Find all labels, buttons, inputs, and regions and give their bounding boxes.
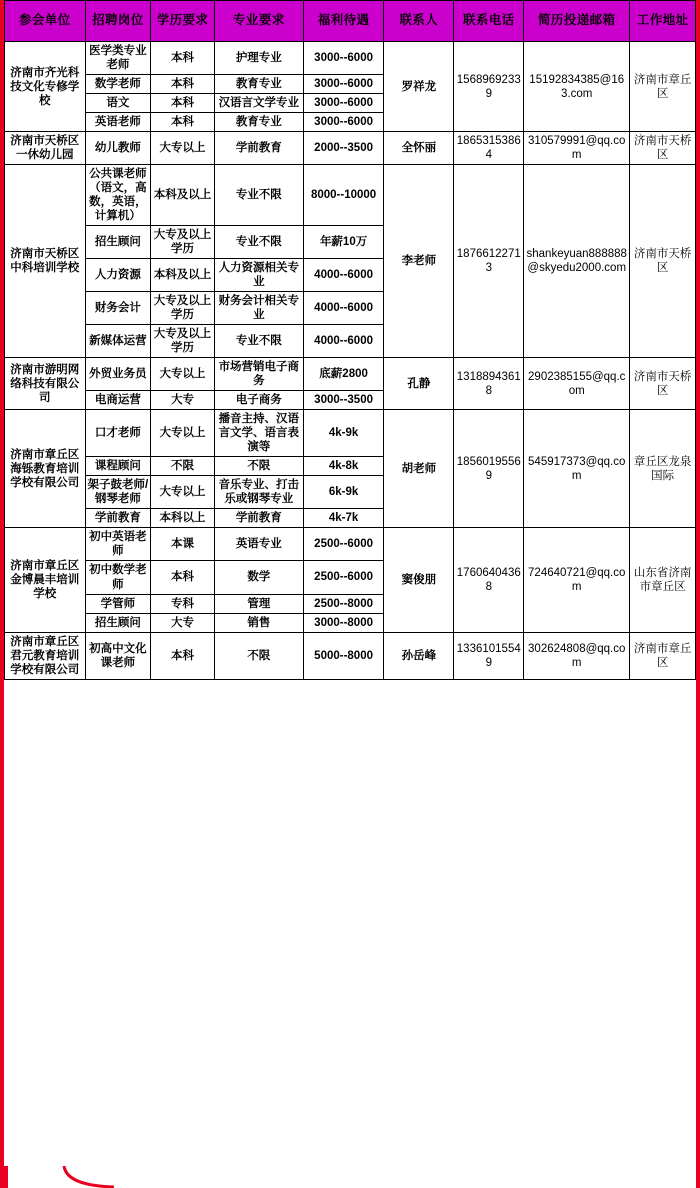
cell-education: 本科 [151, 113, 215, 132]
cell-position: 数学老师 [85, 75, 151, 94]
cell-education: 大专以上 [151, 476, 215, 509]
cell-position: 新媒体运营 [85, 325, 151, 358]
cell-salary: 4k-9k [303, 410, 384, 457]
cell-education: 本科及以上 [151, 165, 215, 226]
cell-position: 初中英语老师 [85, 528, 151, 561]
cell-position: 招生顾问 [85, 613, 151, 632]
cell-education: 不限 [151, 457, 215, 476]
cell-email: 724640721@qq.com [524, 528, 630, 632]
cell-address: 济南市章丘区 [630, 632, 696, 679]
cell-contact: 李老师 [384, 165, 454, 358]
cell-education: 本科 [151, 632, 215, 679]
cell-position: 幼儿教师 [85, 132, 151, 165]
cell-salary: 2500--6000 [303, 528, 384, 561]
cell-major: 专业不限 [214, 165, 303, 226]
cell-position: 电商运营 [85, 391, 151, 410]
cell-salary: 3000--6000 [303, 94, 384, 113]
cell-address: 山东省济南市章丘区 [630, 528, 696, 632]
cell-position: 外贸业务员 [85, 358, 151, 391]
cell-salary: 年薪10万 [303, 226, 384, 259]
cell-major: 播音主持、汉语言文学、语言表演等 [214, 410, 303, 457]
cell-position: 人力资源 [85, 259, 151, 292]
cell-email: 545917373@qq.com [524, 410, 630, 528]
cell-major: 销售 [214, 613, 303, 632]
cell-email: 15192834385@163.com [524, 42, 630, 132]
cell-major: 市场营销电子商务 [214, 358, 303, 391]
cell-major: 数学 [214, 561, 303, 594]
cell-contact: 罗祥龙 [384, 42, 454, 132]
cell-salary: 8000--10000 [303, 165, 384, 226]
cell-position: 课程顾问 [85, 457, 151, 476]
table-header-row [5, 1, 696, 42]
cell-phone: 18560195569 [454, 410, 524, 528]
column-header-major: 专业要求 [214, 1, 303, 42]
cell-major: 不限 [214, 457, 303, 476]
cell-major: 财务会计相关专业 [214, 292, 303, 325]
table-row [5, 358, 696, 391]
cell-education: 专科 [151, 594, 215, 613]
cell-company: 济南市天桥区中科培训学校 [5, 165, 86, 358]
cell-contact: 孙岳峰 [384, 632, 454, 679]
cell-salary: 2500--6000 [303, 561, 384, 594]
table-header [5, 1, 696, 42]
cell-position: 财务会计 [85, 292, 151, 325]
cell-address: 济南市天桥区 [630, 132, 696, 165]
cell-address: 济南市章丘区 [630, 42, 696, 132]
column-header-position: 招聘岗位 [85, 1, 151, 42]
cell-salary: 2500--8000 [303, 594, 384, 613]
cell-salary: 4k-7k [303, 509, 384, 528]
cell-education: 大专 [151, 391, 215, 410]
table-row [5, 410, 696, 457]
footer-decoration [4, 1166, 700, 1188]
cell-education: 大专及以上学历 [151, 226, 215, 259]
cell-major: 专业不限 [214, 325, 303, 358]
cell-salary: 底薪2800 [303, 358, 384, 391]
cell-position: 初中数学老师 [85, 561, 151, 594]
cell-position: 医学类专业老师 [85, 42, 151, 75]
cell-contact: 全怀丽 [384, 132, 454, 165]
cell-position: 架子鼓老师/钢琴老师 [85, 476, 151, 509]
cell-position: 学前教育 [85, 509, 151, 528]
cell-major: 学前教育 [214, 509, 303, 528]
cell-address: 章丘区龙泉国际 [630, 410, 696, 528]
cell-salary: 4k-8k [303, 457, 384, 476]
cell-education: 本科 [151, 94, 215, 113]
table-row [5, 42, 696, 75]
cell-salary: 3000--8000 [303, 613, 384, 632]
cell-education: 大专 [151, 613, 215, 632]
cell-salary: 3000--3500 [303, 391, 384, 410]
cell-position: 初高中文化课老师 [85, 632, 151, 679]
cell-salary: 2000--3500 [303, 132, 384, 165]
column-header-company: 参会单位 [5, 1, 86, 42]
job-listing-table [4, 0, 696, 680]
cell-education: 大专以上 [151, 132, 215, 165]
cell-major: 护理专业 [214, 42, 303, 75]
cell-major: 不限 [214, 632, 303, 679]
cell-education: 本科以上 [151, 509, 215, 528]
cell-salary: 3000--6000 [303, 42, 384, 75]
table-row [5, 132, 696, 165]
cell-education: 本课 [151, 528, 215, 561]
cell-contact: 胡老师 [384, 410, 454, 528]
cell-salary: 6k-9k [303, 476, 384, 509]
cell-position: 学管师 [85, 594, 151, 613]
cell-position: 语文 [85, 94, 151, 113]
cell-major: 音乐专业、打击乐或钢琴专业 [214, 476, 303, 509]
cell-major: 电子商务 [214, 391, 303, 410]
cell-salary: 3000--6000 [303, 75, 384, 94]
column-header-salary: 福利待遇 [303, 1, 384, 42]
cell-salary: 4000--6000 [303, 292, 384, 325]
cell-company: 济南市章丘区君元教育培训学校有限公司 [5, 632, 86, 679]
cell-education: 大专以上 [151, 410, 215, 457]
cell-major: 教育专业 [214, 75, 303, 94]
cell-position: 口才老师 [85, 410, 151, 457]
cell-education: 本科及以上 [151, 259, 215, 292]
cell-education: 本科 [151, 75, 215, 94]
cell-position: 公共课老师（语文，高数，英语，计算机） [85, 165, 151, 226]
table-row [5, 632, 696, 679]
footer-curve-icon [4, 1166, 700, 1188]
cell-phone: 17606404368 [454, 528, 524, 632]
cell-email: shankeyuan888888@skyedu2000.com [524, 165, 630, 358]
cell-education: 本科 [151, 42, 215, 75]
cell-company: 济南市天桥区一休幼儿园 [5, 132, 86, 165]
cell-phone: 13361015549 [454, 632, 524, 679]
cell-major: 汉语言文学专业 [214, 94, 303, 113]
column-header-email: 简历投递邮箱 [524, 1, 630, 42]
cell-major: 管理 [214, 594, 303, 613]
cell-salary: 4000--6000 [303, 259, 384, 292]
cell-position: 招生顾问 [85, 226, 151, 259]
cell-company: 济南市游明网络科技有限公司 [5, 358, 86, 410]
cell-address: 济南市天桥区 [630, 165, 696, 358]
cell-education: 大专及以上学历 [151, 325, 215, 358]
column-header-address: 工作地址 [630, 1, 696, 42]
cell-education: 本科 [151, 561, 215, 594]
column-header-phone: 联系电话 [454, 1, 524, 42]
cell-education: 大专以上 [151, 358, 215, 391]
table-row [5, 165, 696, 226]
cell-major: 英语专业 [214, 528, 303, 561]
table-row [5, 528, 696, 561]
table-body [5, 42, 696, 680]
cell-salary: 3000--6000 [303, 113, 384, 132]
cell-company: 济南市齐光科技文化专修学校 [5, 42, 86, 132]
cell-major: 教育专业 [214, 113, 303, 132]
cell-education: 大专及以上学历 [151, 292, 215, 325]
cell-company: 济南市章丘区海铄教育培训学校有限公司 [5, 410, 86, 528]
cell-major: 人力资源相关专业 [214, 259, 303, 292]
cell-phone: 18653153864 [454, 132, 524, 165]
column-header-contact: 联系人 [384, 1, 454, 42]
cell-address: 济南市天桥区 [630, 358, 696, 410]
cell-contact: 窦俊朋 [384, 528, 454, 632]
column-header-education: 学历要求 [151, 1, 215, 42]
cell-email: 2902385155@qq.com [524, 358, 630, 410]
cell-contact: 孔静 [384, 358, 454, 410]
cell-email: 302624808@qq.com [524, 632, 630, 679]
cell-company: 济南市章丘区金博晨丰培训学校 [5, 528, 86, 632]
cell-salary: 5000--8000 [303, 632, 384, 679]
cell-phone: 15689692339 [454, 42, 524, 132]
cell-phone: 18766122713 [454, 165, 524, 358]
cell-position: 英语老师 [85, 113, 151, 132]
cell-major: 专业不限 [214, 226, 303, 259]
cell-major: 学前教育 [214, 132, 303, 165]
cell-salary: 4000--6000 [303, 325, 384, 358]
cell-phone: 13188943618 [454, 358, 524, 410]
cell-email: 310579991@qq.com [524, 132, 630, 165]
